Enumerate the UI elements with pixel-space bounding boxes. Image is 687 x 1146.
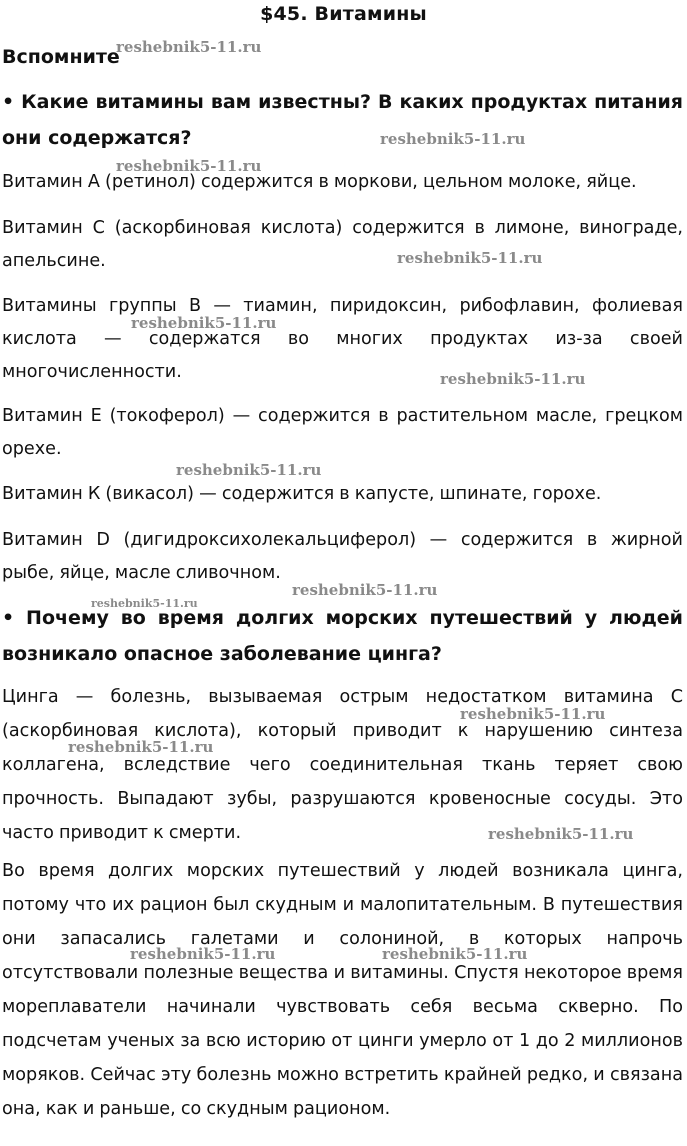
watermark: reshebnik5-11.ru xyxy=(380,130,526,148)
page-title: $45. Витамины xyxy=(260,3,427,25)
watermark: reshebnik5-11.ru xyxy=(116,38,262,56)
watermark: reshebnik5-11.ru xyxy=(91,597,198,610)
section-heading: Вспомните xyxy=(2,46,120,68)
answer-scurvy-cause: Во время долгих морских путешествий у людей возникала цинга, потому что их рацион был скудным и малопитательным. В путешествия они запасались галетами и солониной, в которых напрочь отсутствовали полезные вещества и витамины. Спустя некоторое время мореплаватели начинали чувствовать себя весьма скверно. По подсчетам ученых за всю историю от цинги умерло от 1 до 2 миллионов моряков. Сейчас эту болезнь можно встретить крайней редко, и связана она, как и раньше, со скудным рационом. xyxy=(2,861,683,1119)
watermark: reshebnik5-11.ru xyxy=(397,249,543,267)
watermark: reshebnik5-11.ru xyxy=(440,370,586,388)
answer-vitamin-e: Витамин Е (токоферол) — содержится в растительном масле, грецком орехе. xyxy=(2,406,683,459)
answer-vitamin-d: Витамин D (дигидроксихолекальциферол) — содержится в жирной рыбе, яйце, масле сливочном. xyxy=(2,530,683,583)
watermark: reshebnik5-11.ru xyxy=(460,705,606,723)
answer-vitamin-a: Витамин А (ретинол) содержится в моркови, цельном молоке, яйце. xyxy=(2,172,637,192)
watermark: reshebnik5-11.ru xyxy=(382,945,528,963)
watermark: reshebnik5-11.ru xyxy=(292,581,438,599)
watermark: reshebnik5-11.ru xyxy=(176,461,322,479)
watermark: reshebnik5-11.ru xyxy=(131,314,277,332)
watermark: reshebnik5-11.ru xyxy=(488,825,634,843)
question-1: • Какие витамины вам известны? В каких продуктах питания они содержатся? xyxy=(2,91,683,149)
watermark: reshebnik5-11.ru xyxy=(130,945,276,963)
watermark: reshebnik5-11.ru xyxy=(68,738,214,756)
answer-vitamin-k: Витамин К (викасол) — содержится в капусте, шпинате, горохе. xyxy=(2,484,602,504)
answer-vitamin-c: Витамин С (аскорбиновая кислота) содержится в лимоне, винограде, апельсине. xyxy=(2,218,683,271)
watermark: reshebnik5-11.ru xyxy=(116,157,262,175)
question-2: • Почему во время долгих морских путешествий у людей возникало опасное заболевание цинга? xyxy=(2,607,683,665)
answer-vitamin-b: Витамины группы В — тиамин, пиридоксин, рибофлавин, фолиевая кислота — содержатся во многих продуктах из-за своей многочисленности. xyxy=(2,296,683,382)
answer-scurvy-definition: Цинга — болезнь, вызываемая острым недостатком витамина С (аскорбиновая кислота), который приводит к нарушению синтеза коллагена, вследствие чего соединительная ткань теряет свою прочность. Выпадают зубы, разрушаются кровеносные сосуды. Это часто приводит к смерти. xyxy=(2,687,683,843)
